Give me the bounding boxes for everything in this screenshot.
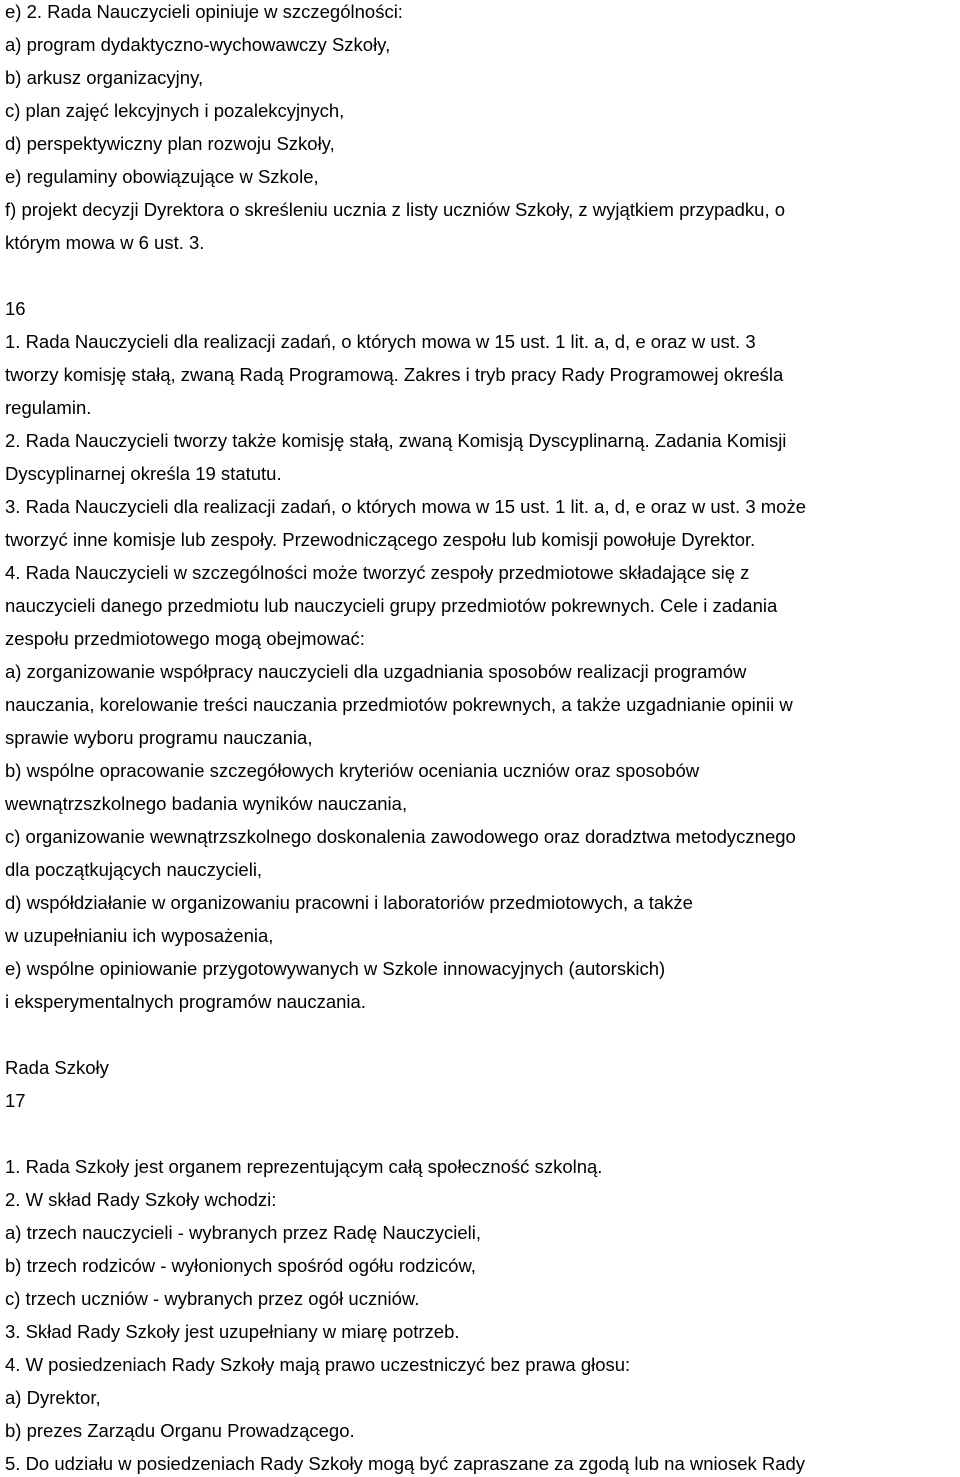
text-line: 1. Rada Nauczycieli dla realizacji zadań, o których mowa w 15 ust. 1 lit. a, d, e oraz w ust. 3 xyxy=(5,331,756,352)
text-line: a) Dyrektor, xyxy=(5,1387,101,1408)
text-line: c) plan zajęć lekcyjnych i pozalekcyjnych, xyxy=(5,100,345,121)
text-line: a) program dydaktyczno-wychowawczy Szkoły, xyxy=(5,34,391,55)
text-line: nauczycieli danego przedmiotu lub nauczycieli grupy przedmiotów pokrewnych. Cele i zadania xyxy=(5,595,778,616)
text-line: b) wspólne opracowanie szczegółowych kryteriów oceniania uczniów oraz sposobów xyxy=(5,760,700,781)
text-line: regulamin. xyxy=(5,397,92,418)
text-line: 2. Rada Nauczycieli tworzy także komisję stałą, zwaną Komisją Dyscyplinarną. Zadania Komisji xyxy=(5,430,787,451)
text-line: a) trzech nauczycieli - wybranych przez Radę Nauczycieli, xyxy=(5,1222,482,1243)
text-line: b) trzech rodziców - wyłonionych spośród ogółu rodziców, xyxy=(5,1255,476,1276)
text-line: tworzyć inne komisje lub zespoły. Przewodniczącego zespołu lub komisji powołuje Dyrektor. xyxy=(5,529,756,550)
text-line: Dyscyplinarnej określa 19 statutu. xyxy=(5,463,282,484)
text-line: d) współdziałanie w organizowaniu pracowni i laboratoriów przedmiotowych, a także xyxy=(5,892,693,913)
text-line: e) 2. Rada Nauczycieli opiniuje w szczególności: xyxy=(5,1,403,22)
text-line: e) wspólne opiniowanie przygotowywanych w Szkole innowacyjnych (autorskich) xyxy=(5,958,666,979)
text-line: 3. Rada Nauczycieli dla realizacji zadań, o których mowa w 15 ust. 1 lit. a, d, e oraz w ust. 3 może xyxy=(5,496,807,517)
text-line: e) regulaminy obowiązujące w Szkole, xyxy=(5,166,319,187)
text-line: wewnątrzszkolnego badania wyników nauczania, xyxy=(5,793,408,814)
text-line: 1. Rada Szkoły jest organem reprezentującym całą społeczność szkolną. xyxy=(5,1156,603,1177)
text-line: 17 xyxy=(5,1090,26,1111)
text-line: 4. Rada Nauczycieli w szczególności może tworzyć zespoły przedmiotowe składające się z xyxy=(5,562,750,583)
text-line: 4. W posiedzeniach Rady Szkoły mają prawo uczestniczyć bez prawa głosu: xyxy=(5,1354,631,1375)
text-line: 3. Skład Rady Szkoły jest uzupełniany w miarę potrzeb. xyxy=(5,1321,460,1342)
text-line: a) zorganizowanie współpracy nauczycieli dla uzgadniania sposobów realizacji programów xyxy=(5,661,747,682)
text-line: d) perspektywiczny plan rozwoju Szkoły, xyxy=(5,133,335,154)
text-line: nauczania, korelowanie treści nauczania przedmiotów pokrewnych, a także uzgadnianie opinii w xyxy=(5,694,793,715)
text-line: sprawie wyboru programu nauczania, xyxy=(5,727,313,748)
text-line: którym mowa w 6 ust. 3. xyxy=(5,232,205,253)
text-line: zespołu przedmiotowego mogą obejmować: xyxy=(5,628,365,649)
text-line: b) prezes Zarządu Organu Prowadzącego. xyxy=(5,1420,355,1441)
text-line: b) arkusz organizacyjny, xyxy=(5,67,204,88)
text-line: tworzy komisję stałą, zwaną Radą Programową. Zakres i tryb pracy Rady Programowej określa xyxy=(5,364,784,385)
text-line: 2. W skład Rady Szkoły wchodzi: xyxy=(5,1189,277,1210)
text-line: Rada Szkoły xyxy=(5,1057,109,1078)
text-line: dla początkujących nauczycieli, xyxy=(5,859,263,880)
text-line: c) trzech uczniów - wybranych przez ogół uczniów. xyxy=(5,1288,420,1309)
text-line: c) organizowanie wewnątrzszkolnego doskonalenia zawodowego oraz doradztwa metodycznego xyxy=(5,826,796,847)
text-line: f) projekt decyzji Dyrektora o skreśleniu ucznia z listy uczniów Szkoły, z wyjątkiem przypadku, o xyxy=(5,199,786,220)
text-line: w uzupełnianiu ich wyposażenia, xyxy=(5,925,274,946)
text-line: i eksperymentalnych programów nauczania. xyxy=(5,991,366,1012)
text-line: 16 xyxy=(5,298,26,319)
text-line: 5. Do udziału w posiedzeniach Rady Szkoły mogą być zapraszane za zgodą lub na wniosek Rady xyxy=(5,1453,806,1474)
